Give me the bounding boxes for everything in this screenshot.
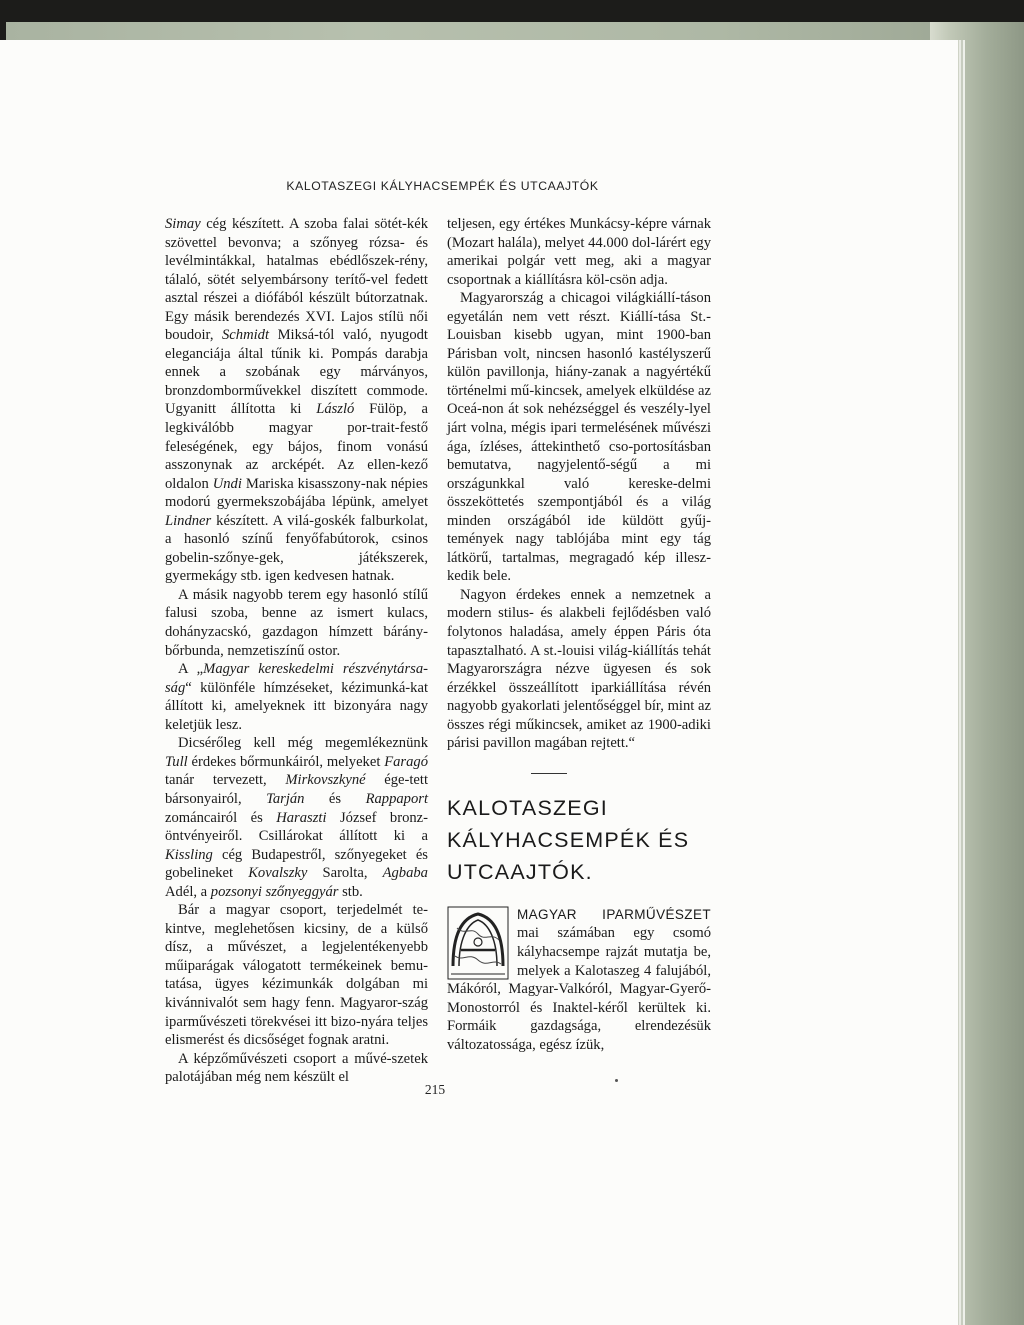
heading-line: KÁLYHACSEMPÉK ÉS bbox=[447, 827, 690, 852]
opening-text: mai számában egy csomó kályhacsempe rajzát mutatja be, melyek a Kalotaszeg 4 falujából, Mákóról, Magyar-Valkóról, Magyar-Gyerő-Monostorról és Inaktel-kéről kerültek ki. Formáik gazdagsága, elrendezésük változatossága, egész ízük, bbox=[447, 925, 711, 1053]
opening-caps: MAGYAR IPARMŰVÉSZET bbox=[517, 906, 711, 922]
paragraph: Dicsérőleg kell még megemlékeznünk Tull érdekes bőrmunkáiról, melyeket Faragó tanár tervezett, Mirkovszkyné ége-tett bársonyairól, Tarján és Rappaport zománcairól és Haraszti József bronz-öntvényeiről. Csillárokat állított ki a Kissling cég Budapestről, szőnyegeket és gobelineket Kovalszky Sarolta, Agbaba Adél, a pozsonyi szőnyeggyár stb. bbox=[165, 735, 429, 900]
ornamental-initial bbox=[447, 906, 509, 980]
page-number: 215 bbox=[424, 1082, 446, 1097]
left-text-column bbox=[165, 215, 428, 1087]
paragraph: A másik nagyobb terem egy hasonló stílű falusi szoba, benne az ismert kulacs, dohányzacskó, gazdagon hímzett bárány-bőrbunda, nemzetiszínű ostor. bbox=[165, 586, 428, 659]
heading-line: UTCAAJTÓK. bbox=[447, 859, 593, 884]
paragraph: A képzőművészeti csoport a művé-szetek palotájában még nem készült el bbox=[165, 1050, 428, 1086]
paragraph: teljesen, egy értékes Munkácsy-képre várnak (Mozart halála), melyet 44.000 dol-lárért egy amerikai polgár vett meg, aki a magyar csoportnak a kiállításra köl-csön adja. bbox=[447, 216, 711, 288]
section-opening bbox=[447, 906, 711, 1054]
paragraph: Magyarország a chicagoi világkiállí-táson egyetálán nem vett részt. Kiállí-tása St.-Louisban kisebb ugyan, mint 1900-ban Párisban volt, nincsen hasonló kastélyszerű külön pavillonja, hiány-zanak a nagyértékű történelmi mű-kincsek, amelyek elküldése az Oceá-non át sok nehézséggel és veszély-lyel járt volna, mégis ipari termelésének művészi ága, ízléses, áttekinthető cso-portosításban bemutatva, nagyjelentő-ségű a mi országunkkal való kereske-delmi összeköttetés szempontjából és a világ minden országából ide küldött gyűj-temények nagy tablójába mint egy tág látkörű, tartalmas, megragadó kép illesz-kedik bele. bbox=[447, 290, 711, 585]
paragraph: Nagyon érdekes ennek a nemzetnek a modern stilus- és alakbeli fejlődésben való folytonos haladása, amely éppen Páris óta tapasztalható. A st.-louisi világ-kiállítás tehát Magyarországra nézve ügyesen és sok érzékkel összeállított iparkiállítása révén nagyobb gyakorlati jelentőséggel bír, mint az összes régi műkincsek, amiket az 1900-adiki párisi pavillon magában rejtett.“ bbox=[447, 586, 711, 752]
section-divider bbox=[531, 773, 567, 774]
paragraph: A „Magyar kereskedelmi részvénytársa-ság“ különféle hímzéseket, kézimunká-kat állított ki, amelyeknek itt bizonyára nagy keletjük lesz. bbox=[165, 661, 428, 733]
right-text-column bbox=[447, 215, 711, 1054]
paragraph: Simay cég készített. A szoba falai sötét-kék szövettel bevonva; a szőnyeg rózsa- és levélmintákkal, hatalmas ebédlőszek-rény, tálaló, sötét selyembársony terítő-vel fedett asztal részei a diófából készült bútorzatnak. Egy másik berendezés XVI. Lajos stílü női boudoir, Schmidt Miksá-tól való, nyugodt eleganciája által tűnik ki. Pompás darabja ennek a szobának egy márványos, bronzdomborművekkel diszített commode. Ugyanitt állította ki László Fülöp, a legkiválóbb magyar por-trait-festő feleségének, egy bájos, finom vonású asszonynak az arcképét. Az ellen-kező oldalon Undi Mariska kisasszony-nak népies modorú gyermekszobájába lépünk, amelyet Lindner készített. A vilá-goskék falburkolat, a hasonló színű fenyőfabútorok, csinos gobelin-szőnye-gek, játékszerek, gyermekágy stb. igen kedvesen hatnak. bbox=[165, 216, 429, 585]
section-heading bbox=[447, 792, 711, 888]
ornamental-initial-icon bbox=[447, 906, 509, 980]
paragraph: Bár a magyar csoport, terjedelmét te-kintve, meglehetősen kicsiny, de a külső dísz, a művészet, a legjelentékenyebb műiparágak válogatott termékeinek bemu-tatása, ügyes kézimunkák dolgában mi kivánnivalót sem hagy fenn. Magyaror-szág iparművészeti törekvései itt bizo-nyára teljes elismerést és dicsőséget fognak aratni. bbox=[165, 902, 428, 1049]
heading-line: KALOTASZEGI bbox=[447, 795, 608, 820]
print-fleck bbox=[615, 1079, 618, 1082]
running-head: KALOTASZEGI KÁLYHACSEMPÉK ÉS UTCAAJTÓK bbox=[286, 179, 599, 193]
svg-text:A bbox=[478, 947, 479, 948]
